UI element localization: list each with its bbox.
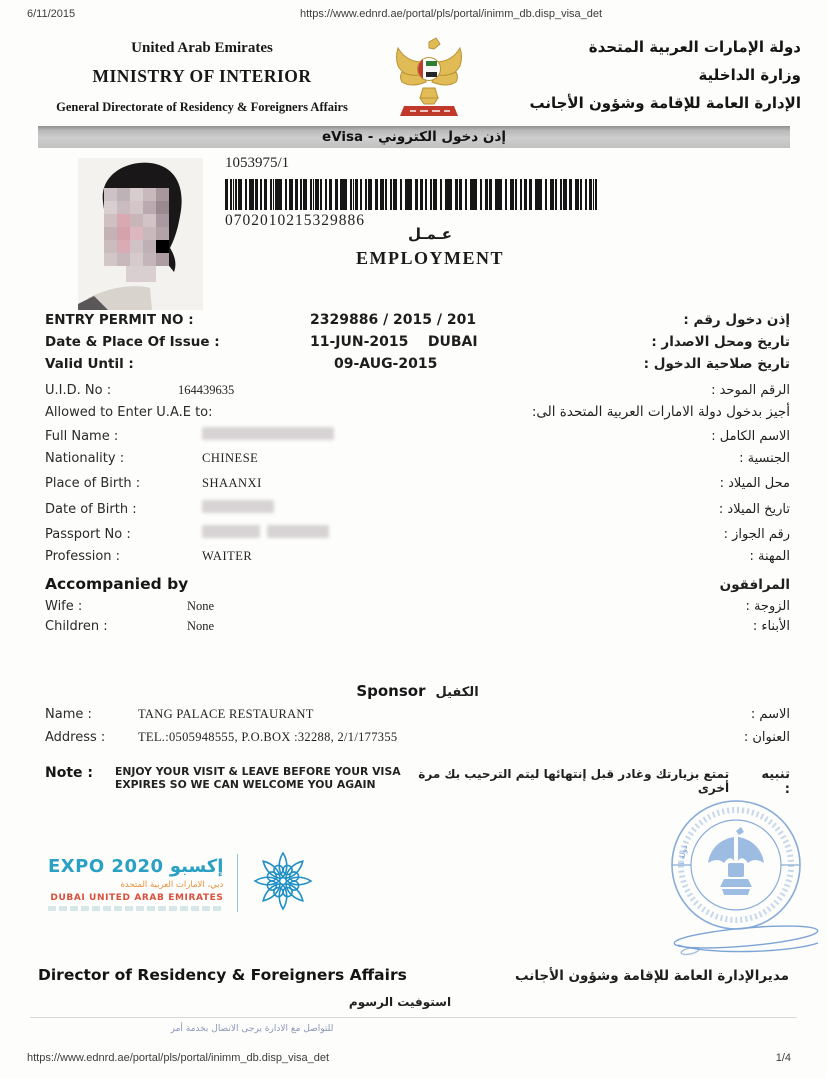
visa-type xyxy=(230,225,630,269)
print-date: 6/11/2015 xyxy=(27,8,76,20)
redacted-value xyxy=(267,525,329,538)
field-value: 09-AUG-2015 xyxy=(334,356,438,372)
note-line2: EXPIRES SO WE CAN WELCOME YOU AGAIN xyxy=(114,778,376,791)
expo-subtitle-ar: دبي، الامارات العربية المتحدة xyxy=(120,879,224,890)
field-value: None xyxy=(187,619,215,634)
field-label-ar: إذن دخول رقم : xyxy=(683,312,790,328)
field-label-ar: الاسم الكامل : xyxy=(711,429,790,444)
country-name: United Arab Emirates xyxy=(131,40,273,56)
footer-page-number: 1/4 xyxy=(775,1052,791,1064)
field-value: TANG PALACE RESTAURANT xyxy=(138,707,314,721)
field-label-ar: تاريخ صلاحية الدخول : xyxy=(643,356,790,372)
field-row-profession xyxy=(45,549,790,573)
field-label: Date of Birth : xyxy=(45,502,137,518)
field-label: Name : xyxy=(45,707,92,722)
expo-2020-logo xyxy=(48,850,314,916)
footer-divider xyxy=(30,1017,797,1018)
evisa-title-bar xyxy=(38,126,790,148)
footer-url: https://www.ednrd.ae/portal/pls/portal/inimm_db.disp_visa_det xyxy=(27,1052,330,1064)
print-url: https://www.ednrd.ae/portal/pls/portal/inimm_db.disp_visa_det xyxy=(300,8,603,20)
director-title-ar: مديرالإدارة العامة للإقامة وشؤون الأجانب xyxy=(515,968,789,984)
applicant-photo-redacted xyxy=(78,158,203,314)
contact-note-ar: للتواصل مع الادارة يرجى الاتصال بخدمة أمر xyxy=(170,1024,334,1034)
field-value: TEL.:0505948555, P.O.BOX :32288, 2/1/177355 xyxy=(138,730,398,744)
field-row-date-of-birth xyxy=(45,500,790,524)
visa-type-english: EMPLOYMENT xyxy=(356,248,504,268)
field-label-ar: أجيز بدخول دولة الامارات العربية المتحدة الى: xyxy=(531,404,790,420)
field-label: Passport No : xyxy=(45,526,131,542)
note-text xyxy=(115,765,415,791)
director-signature-row xyxy=(38,966,789,984)
expo-title xyxy=(48,856,223,877)
field-row-allowed xyxy=(45,404,790,427)
barcode-number: 0702010215329886 xyxy=(225,212,365,229)
directorate-name-ar: الإدارة العامة للإقامة وشؤون الأجانب xyxy=(529,94,801,112)
field-label-ar: المهنة : xyxy=(749,548,790,564)
field-label-ar: الزوجة : xyxy=(745,599,790,615)
expo-text-block xyxy=(48,856,223,911)
sponsor-section xyxy=(45,682,790,753)
field-label: Address : xyxy=(45,730,106,745)
expo-divider xyxy=(237,854,238,912)
expo-fine-print xyxy=(48,906,223,911)
evisa-title-text: eVisa - إذن دخول الكتروني xyxy=(321,129,507,145)
field-label-ar: تاريخ ومحل الاصدار : xyxy=(651,334,790,350)
ministry-name-ar: وزارة الداخلية xyxy=(698,66,801,84)
field-row-full-name xyxy=(45,427,790,451)
sponsor-title-row xyxy=(45,682,790,707)
field-label-ar: الرقم الموحد : xyxy=(711,383,790,398)
redacted-value xyxy=(202,525,260,538)
field-label: Nationality : xyxy=(45,451,125,467)
field-label: Wife : xyxy=(45,599,83,615)
letterhead-english xyxy=(18,40,386,115)
field-label-ar: الجنسية : xyxy=(739,451,790,467)
field-row-place-of-birth xyxy=(45,476,790,500)
field-label-ar: رقم الجواز : xyxy=(723,526,790,542)
expo-title-ar: إكسبو xyxy=(169,855,224,877)
uae-falcon-emblem-icon xyxy=(390,36,468,124)
field-label-ar: محل الميلاد : xyxy=(719,475,790,491)
field-value: 11-JUN-2015 DUBAI xyxy=(310,334,478,350)
accompanied-title-row xyxy=(45,575,790,599)
field-label-ar: تاريخ الميلاد : xyxy=(718,502,790,518)
field-label: Valid Until : xyxy=(45,356,134,372)
stamp-text-ar: دولة ا xyxy=(676,843,690,865)
accompanied-title-ar: المرافقون xyxy=(719,577,790,594)
field-label: Children : xyxy=(45,619,108,635)
country-name-ar: دولة الإمارات العربية المتحدة xyxy=(588,38,801,56)
field-row-valid-until xyxy=(45,356,790,378)
sponsor-title: Sponsor xyxy=(356,682,426,700)
redacted-value xyxy=(202,500,274,513)
field-label: Place of Birth : xyxy=(45,475,141,491)
field-label-ar: الأبناء : xyxy=(752,619,790,635)
note-label-ar: تنبيه : xyxy=(761,767,790,797)
accompanied-title: Accompanied by xyxy=(45,575,189,594)
field-row-nationality xyxy=(45,451,790,475)
field-value: SHAANXI xyxy=(202,475,262,490)
fees-collected-ar: استوفيت الرسوم xyxy=(348,995,452,1009)
field-label: Full Name : xyxy=(45,429,119,444)
sponsor-name-row xyxy=(45,707,790,730)
redacted-value xyxy=(202,427,334,440)
field-value: None xyxy=(187,599,215,614)
note-text-ar: تمتع بزيارتك وغادر قبل إنتهائها ليتم الترحيب بك مرة أخرى xyxy=(418,767,730,795)
expo-title-en: EXPO 2020 xyxy=(48,855,164,877)
field-label: Date & Place Of Issue : xyxy=(45,334,220,350)
field-label: U.I.D. No : xyxy=(45,383,112,398)
note-label: Note : xyxy=(45,765,93,781)
directorate-name: General Directorate of Residency & Foreigners Affairs xyxy=(56,100,348,114)
field-row-wife xyxy=(45,599,790,619)
sponsor-title-ar: الكفيل xyxy=(435,685,479,700)
field-value: CHINESE xyxy=(202,451,259,466)
note-line1: ENJOY YOUR VISIT & LEAVE BEFORE YOUR VISA xyxy=(114,765,401,778)
director-title-en: Director of Residency & Foreigners Affairs xyxy=(38,966,407,984)
field-row-uid xyxy=(45,383,790,404)
visa-file-number: 1053975/1 xyxy=(225,155,290,171)
visa-fields xyxy=(45,312,790,639)
expo-subtitle-en: DUBAI UNITED ARAB EMIRATES xyxy=(50,892,224,903)
barcode-icon xyxy=(225,179,597,210)
expo-rosette-icon xyxy=(252,850,314,916)
field-label: Allowed to Enter U.A.E to: xyxy=(45,405,213,420)
field-label: Profession : xyxy=(45,548,121,564)
signature-scribble-icon xyxy=(668,915,827,967)
field-row-entry-permit xyxy=(45,312,790,334)
field-value: WAITER xyxy=(202,548,253,563)
field-value: 2329886 / 2015 / 201 xyxy=(310,312,477,328)
field-value: 164439635 xyxy=(178,383,235,397)
field-row-issue xyxy=(45,334,790,356)
ministry-name: MINISTRY OF INTERIOR xyxy=(92,66,312,86)
letterhead-arabic xyxy=(501,38,801,122)
field-row-passport xyxy=(45,525,790,549)
field-label: ENTRY PERMIT NO : xyxy=(45,312,194,328)
field-row-children xyxy=(45,619,790,639)
sponsor-address-row xyxy=(45,730,790,753)
visa-type-arabic: عـمـل xyxy=(408,225,452,243)
field-label-ar: الاسم : xyxy=(750,707,790,722)
field-label-ar: العنوان : xyxy=(743,730,790,745)
